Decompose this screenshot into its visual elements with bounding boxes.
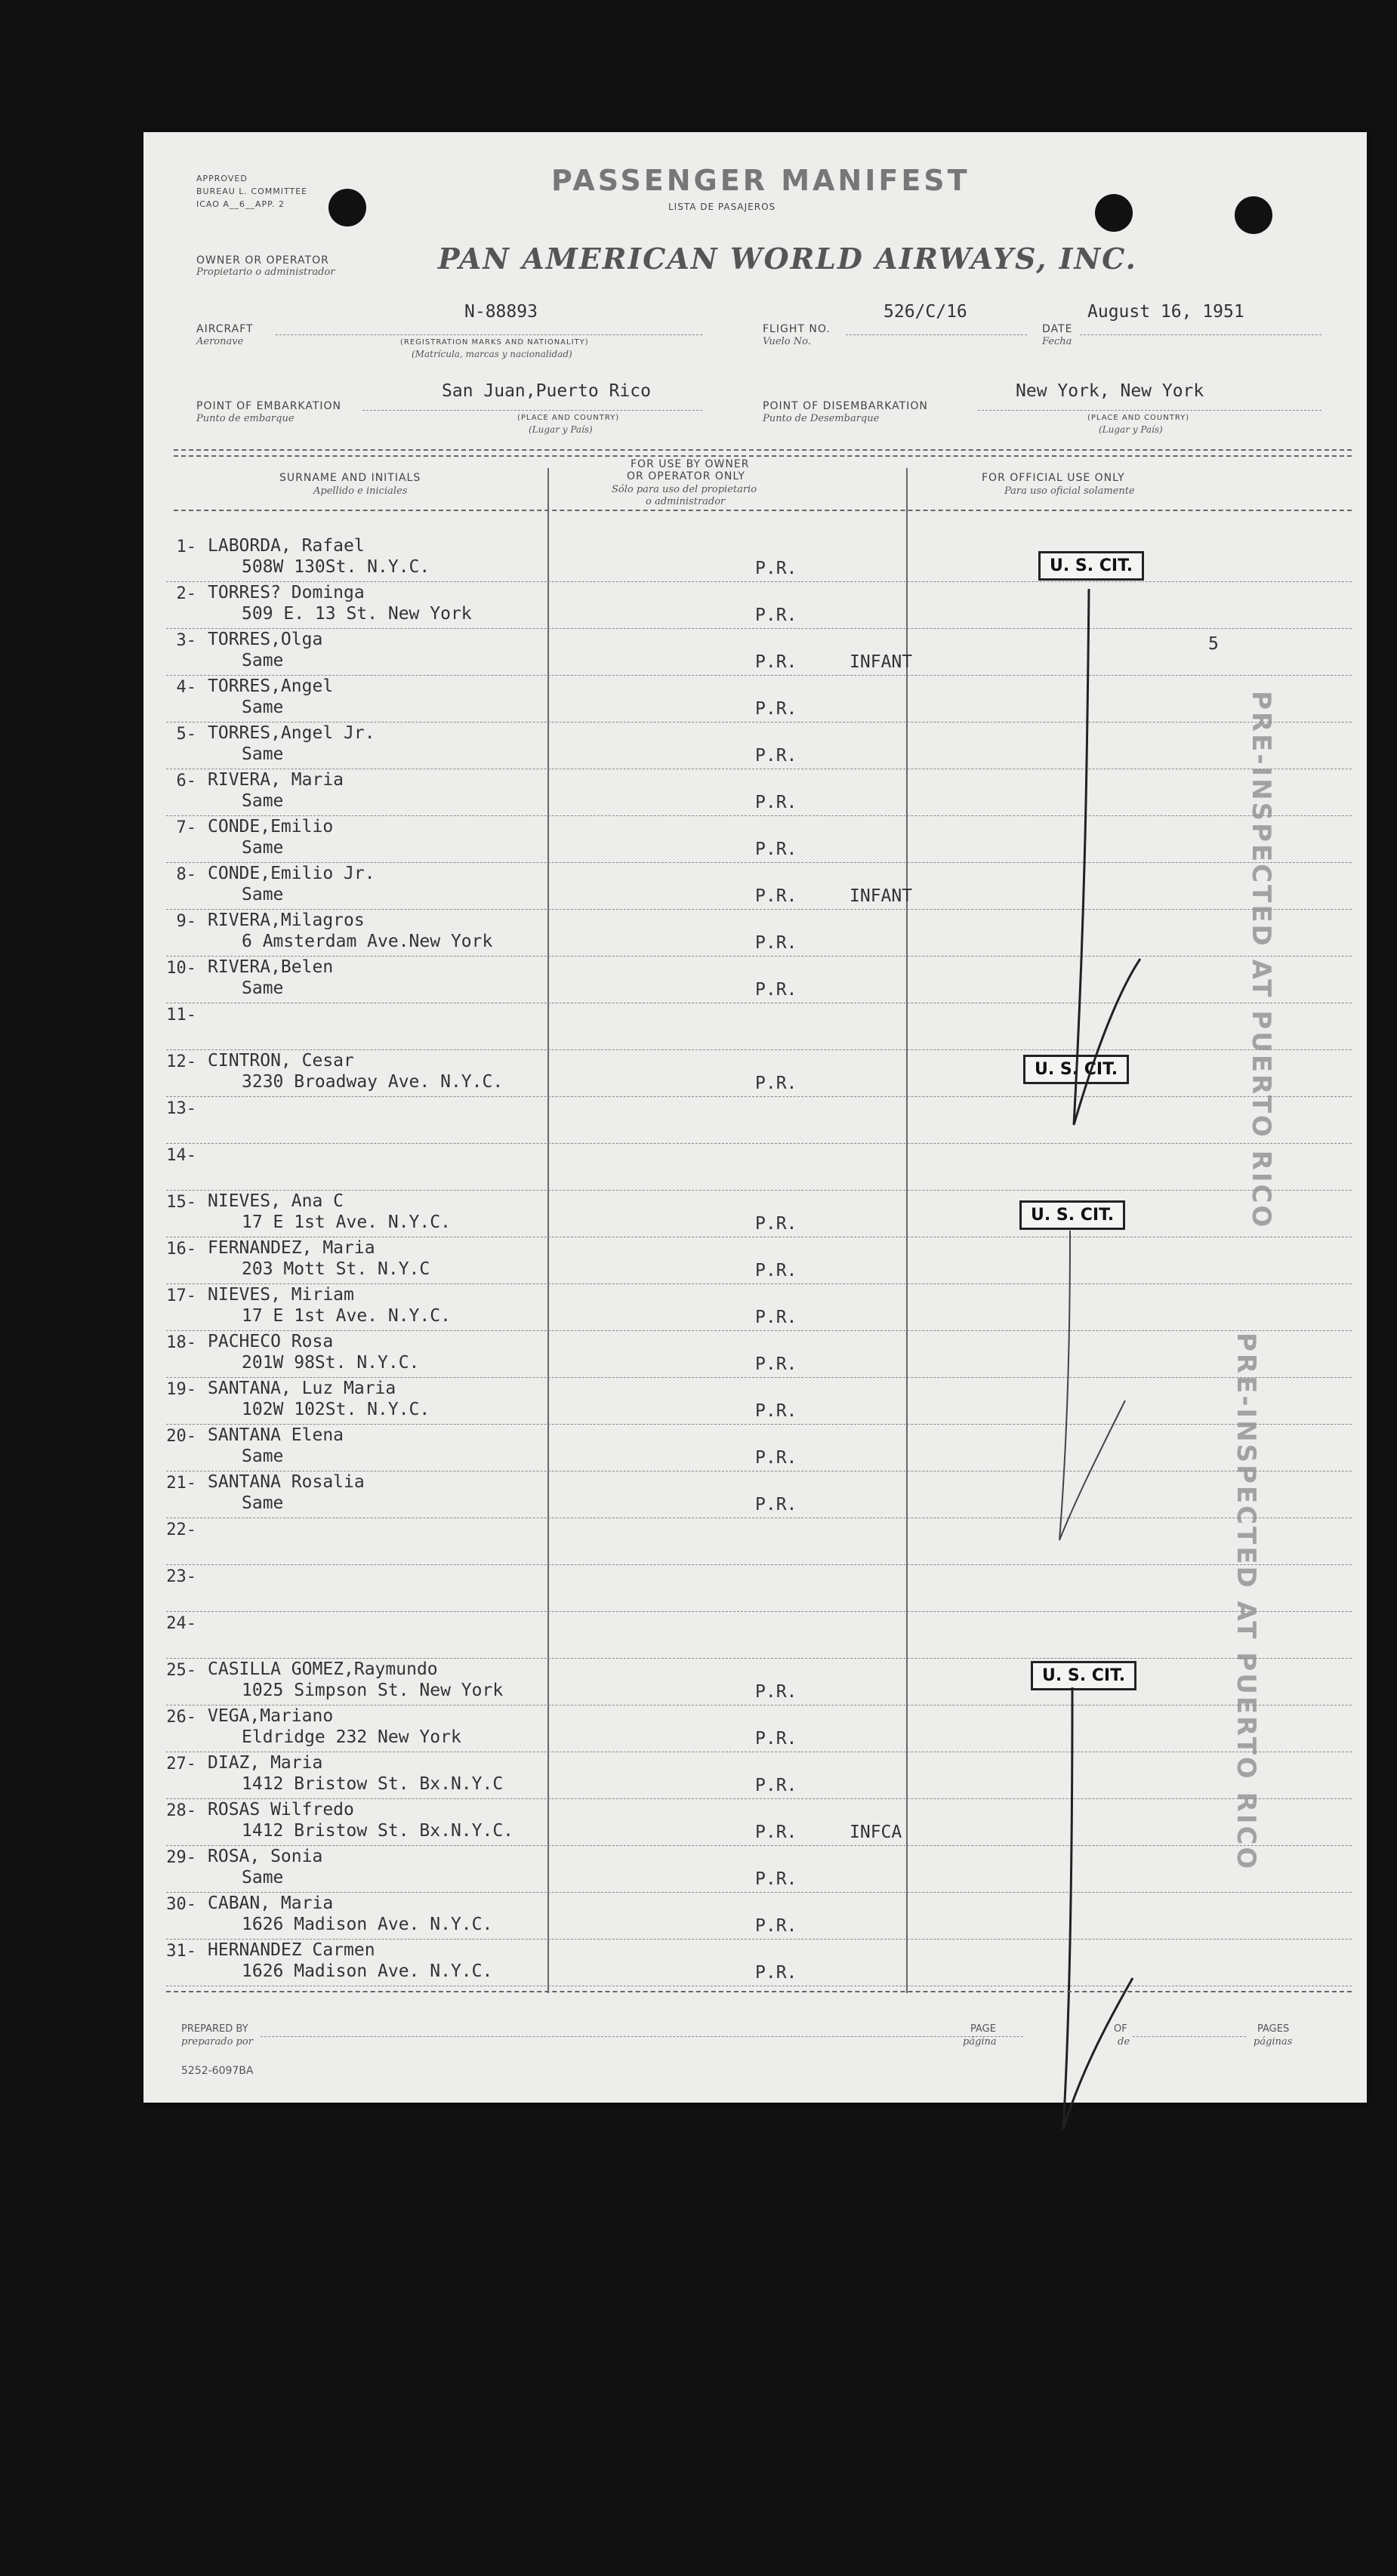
- of-label-es: de: [1118, 2036, 1130, 2048]
- owner-code: P.R.: [755, 886, 797, 906]
- passenger-address: Same: [242, 978, 284, 998]
- owner-code: P.R.: [755, 652, 797, 672]
- col-surname-header: SURNAME AND INITIALS: [279, 472, 421, 484]
- disembark-label: POINT OF DISEMBARKATION: [763, 400, 928, 412]
- passenger-address: 1412 Bristow St. Bx.N.Y.C: [242, 1774, 504, 1794]
- row-divider: [166, 1658, 1352, 1659]
- col-official-header: FOR OFFICIAL USE ONLY: [982, 472, 1125, 484]
- row-number: 8-: [176, 865, 196, 884]
- passenger-address: 1025 Simpson St. New York: [242, 1681, 504, 1700]
- row-number: 27-: [166, 1755, 196, 1773]
- approved-line: ICAO A__6__APP. 2: [196, 199, 285, 209]
- prepared-label: PREPARED BY: [181, 2023, 248, 2035]
- embark-label: POINT OF EMBARKATION: [196, 400, 342, 412]
- pre-inspected-stamp: PRE-INSPECTED AT PUERTO RICO: [1231, 1333, 1261, 1872]
- owner-code: P.R.: [755, 1308, 797, 1327]
- col-owner-header: OR OPERATOR ONLY: [627, 470, 745, 482]
- row-divider: [166, 1845, 1352, 1846]
- pre-inspected-stamp: PRE-INSPECTED AT PUERTO RICO: [1246, 691, 1276, 1230]
- passenger-address: Same: [242, 1868, 284, 1887]
- table-row: [143, 1238, 1367, 1285]
- row-divider: [166, 1330, 1352, 1331]
- passenger-name: TORRES? Dominga: [208, 583, 365, 602]
- embark-note: (PLACE AND COUNTRY): [517, 414, 620, 422]
- owner-code: P.R.: [755, 1074, 797, 1093]
- owner-code: P.R.: [755, 1495, 797, 1514]
- aircraft-label: AIRCRAFT: [196, 323, 254, 335]
- table-row: [143, 583, 1367, 630]
- table-row: [143, 1285, 1367, 1332]
- passenger-address: 508W 130St. N.Y.C.: [242, 557, 430, 577]
- row-number: 9-: [176, 912, 196, 931]
- check-mark-icon: [1053, 1227, 1136, 1544]
- table-row: [143, 1519, 1367, 1566]
- flight-label-es: Vuelo No.: [763, 336, 811, 347]
- row-divider: [166, 815, 1352, 816]
- owner-code: P.R.: [755, 1354, 797, 1374]
- owner-code: P.R.: [755, 1776, 797, 1795]
- owner-note: INFANT: [850, 652, 913, 672]
- punch-hole: [1095, 194, 1133, 232]
- check-mark-icon: [1065, 585, 1148, 1129]
- row-number: 11-: [166, 1006, 196, 1025]
- passenger-address: Same: [242, 651, 284, 670]
- row-number: 23-: [166, 1567, 196, 1586]
- owner-code: P.R.: [755, 1214, 797, 1234]
- passenger-name: CASILLA GOMEZ,Raymundo: [208, 1659, 438, 1679]
- aircraft-value: N-88893: [464, 302, 538, 322]
- owner-code: P.R.: [755, 1682, 797, 1702]
- registration-note: (REGISTRATION MARKS AND NATIONALITY): [400, 338, 589, 347]
- us-cit-stamp: U. S. CIT.: [1023, 1055, 1129, 1084]
- table-row: [143, 770, 1367, 817]
- embark-label-es: Punto de embarque: [196, 413, 295, 424]
- row-number: 18-: [166, 1333, 196, 1352]
- owner-code: P.R.: [755, 933, 797, 953]
- table-row: [143, 1847, 1367, 1893]
- owner-code: P.R.: [755, 1448, 797, 1468]
- row-divider: [166, 722, 1352, 723]
- row-number: 24-: [166, 1614, 196, 1633]
- owner-code: P.R.: [755, 559, 797, 578]
- row-number: 7-: [176, 818, 196, 837]
- table-row: [143, 1566, 1367, 1613]
- owner-code: P.R.: [755, 605, 797, 625]
- table-row: [143, 864, 1367, 911]
- row-number: 22-: [166, 1521, 196, 1539]
- row-number: 28-: [166, 1801, 196, 1820]
- owner-code: P.R.: [755, 1823, 797, 1842]
- passenger-address: Eldridge 232 New York: [242, 1727, 461, 1747]
- row-divider: [166, 1611, 1352, 1612]
- passenger-address: Same: [242, 698, 284, 717]
- approved-line: APPROVED: [196, 174, 248, 183]
- row-divider: [166, 1190, 1352, 1191]
- table-row: [143, 536, 1367, 583]
- owner-label-es: Propietario o administrador: [196, 267, 335, 278]
- row-divider: [166, 1143, 1352, 1144]
- pages-underline: [1133, 2036, 1246, 2037]
- owner-code: P.R.: [755, 1401, 797, 1421]
- row-divider: [166, 1939, 1352, 1940]
- manifest-sheet: [143, 132, 1367, 2103]
- passenger-address: 17 E 1st Ave. N.Y.C.: [242, 1306, 451, 1326]
- header-separator: [174, 449, 1352, 451]
- passenger-address: 1412 Bristow St. Bx.N.Y.C.: [242, 1821, 514, 1841]
- disembark-note-es: (Lugar y País): [1099, 424, 1163, 435]
- row-divider: [166, 1283, 1352, 1284]
- company-name: PAN AMERICAN WORLD AIRWAYS, INC.: [438, 242, 1137, 276]
- page-label: PAGE: [970, 2023, 996, 2035]
- table-row: [143, 1191, 1367, 1238]
- us-cit-stamp: U. S. CIT.: [1019, 1200, 1125, 1230]
- passenger-name: HERNANDEZ Carmen: [208, 1940, 375, 1960]
- passenger-name: RIVERA, Maria: [208, 770, 344, 790]
- passenger-name: VEGA,Mariano: [208, 1706, 334, 1726]
- row-divider: [166, 1798, 1352, 1799]
- row-number: 31-: [166, 1942, 196, 1961]
- punch-hole: [1235, 196, 1272, 234]
- table-row: [143, 1613, 1367, 1659]
- table-row: [143, 1472, 1367, 1519]
- passenger-address: Same: [242, 838, 284, 858]
- row-divider: [166, 1096, 1352, 1097]
- table-row: [143, 723, 1367, 770]
- embark-value: San Juan,Puerto Rico: [442, 381, 651, 401]
- pages-label: PAGES: [1257, 2023, 1290, 2035]
- row-number: 3-: [176, 631, 196, 650]
- table-row: [143, 1706, 1367, 1753]
- passenger-address: 102W 102St. N.Y.C.: [242, 1400, 430, 1419]
- table-row: [143, 1425, 1367, 1472]
- footer-separator: [166, 1991, 1352, 1992]
- passenger-address: 1626 Madison Ave. N.Y.C.: [242, 1961, 493, 1981]
- column-header-line: [174, 510, 1352, 511]
- table-row: [143, 1800, 1367, 1847]
- row-divider: [166, 1049, 1352, 1050]
- passenger-address: 6 Amsterdam Ave.New York: [242, 932, 493, 951]
- row-divider: [166, 956, 1352, 957]
- row-divider: [166, 862, 1352, 863]
- row-divider: [166, 1377, 1352, 1378]
- passenger-address: 1626 Madison Ave. N.Y.C.: [242, 1915, 493, 1934]
- row-number: 10-: [166, 959, 196, 978]
- table-row: [143, 1145, 1367, 1191]
- approved-line: BUREAU L. COMMITTEE: [196, 186, 308, 196]
- passenger-name: TORRES,Angel: [208, 676, 334, 696]
- row-divider: [166, 1564, 1352, 1565]
- row-number: 13-: [166, 1099, 196, 1118]
- row-number: 6-: [176, 772, 196, 790]
- passenger-name: CABAN, Maria: [208, 1893, 334, 1913]
- row-number: 16-: [166, 1240, 196, 1259]
- col-owner-header: FOR USE BY OWNER: [631, 458, 750, 470]
- disembark-note: (PLACE AND COUNTRY): [1087, 414, 1190, 422]
- passenger-address: Same: [242, 1447, 284, 1466]
- table-row: [143, 1659, 1367, 1706]
- passenger-address: Same: [242, 744, 284, 764]
- passenger-name: FERNANDEZ, Maria: [208, 1238, 375, 1258]
- table-row: [143, 1753, 1367, 1800]
- date-underline: [1080, 334, 1321, 335]
- owner-note: INFANT: [850, 886, 913, 906]
- row-number: 17-: [166, 1286, 196, 1305]
- punch-hole: [328, 189, 366, 226]
- table-row: [143, 817, 1367, 864]
- table-row: [143, 676, 1367, 723]
- passenger-address: Same: [242, 1493, 284, 1513]
- date-label-es: Fecha: [1042, 336, 1072, 347]
- of-label: OF: [1114, 2023, 1127, 2035]
- row-number: 20-: [166, 1427, 196, 1446]
- row-divider: [166, 1892, 1352, 1893]
- owner-code: P.R.: [755, 1916, 797, 1936]
- us-cit-stamp: U. S. CIT.: [1038, 551, 1144, 581]
- passenger-name: NIEVES, Miriam: [208, 1285, 354, 1305]
- row-divider: [166, 675, 1352, 676]
- flight-underline: [846, 334, 1027, 335]
- passenger-name: ROSAS Wilfredo: [208, 1800, 354, 1820]
- table-row: [143, 911, 1367, 957]
- disembark-label-es: Punto de Desembarque: [763, 413, 880, 424]
- table-row: [143, 1098, 1367, 1145]
- passenger-name: SANTANA Elena: [208, 1425, 344, 1445]
- row-number: 12-: [166, 1052, 196, 1071]
- passenger-address: 17 E 1st Ave. N.Y.C.: [242, 1213, 451, 1232]
- table-row: [143, 1940, 1367, 1987]
- row-number: 2-: [176, 584, 196, 603]
- table-row: [143, 1379, 1367, 1425]
- passenger-name: LABORDA, Rafael: [208, 536, 365, 556]
- row-divider: [166, 581, 1352, 582]
- form-number: 5252-6097BA: [181, 2065, 254, 2077]
- owner-code: P.R.: [755, 699, 797, 719]
- passenger-name: ROSA, Sonia: [208, 1847, 323, 1866]
- check-mark-icon: [1057, 1684, 1140, 2137]
- passenger-name: TORRES,Angel Jr.: [208, 723, 375, 743]
- col-surname-header-es: Apellido e iniciales: [313, 485, 408, 497]
- form-title: PASSENGER MANIFEST: [551, 164, 970, 197]
- aircraft-label-es: Aeronave: [196, 336, 244, 347]
- us-cit-stamp: U. S. CIT.: [1031, 1661, 1136, 1690]
- row-divider: [166, 1424, 1352, 1425]
- embark-underline: [362, 410, 702, 411]
- passenger-name: CONDE,Emilio Jr.: [208, 864, 375, 883]
- owner-note: INFCA: [850, 1823, 902, 1842]
- owner-label: OWNER OR OPERATOR: [196, 254, 329, 267]
- table-row: [143, 1051, 1367, 1098]
- registration-note-es: (Matrícula, marcas y nacionalidad): [412, 349, 572, 359]
- passenger-name: DIAZ, Maria: [208, 1753, 323, 1773]
- owner-code: P.R.: [755, 1869, 797, 1889]
- pages-label-es: páginas: [1254, 2036, 1293, 2048]
- passenger-address: 3230 Broadway Ave. N.Y.C.: [242, 1072, 504, 1092]
- passenger-name: RIVERA,Belen: [208, 957, 334, 977]
- date-label: DATE: [1042, 323, 1073, 335]
- passenger-name: NIEVES, Ana C: [208, 1191, 344, 1211]
- passenger-name: RIVERA,Milagros: [208, 911, 365, 930]
- passenger-name: SANTANA, Luz Maria: [208, 1379, 396, 1398]
- prepared-label-es: preparado por: [181, 2036, 253, 2048]
- passenger-name: TORRES,Olga: [208, 630, 323, 649]
- embark-note-es: (Lugar y País): [529, 424, 593, 435]
- passenger-name: PACHECO Rosa: [208, 1332, 334, 1351]
- row-number: 30-: [166, 1895, 196, 1914]
- flight-value: 526/C/16: [884, 302, 967, 322]
- table-row: [143, 1004, 1367, 1051]
- row-number: 5-: [176, 725, 196, 744]
- table-row: [143, 630, 1367, 676]
- owner-code: P.R.: [755, 1729, 797, 1749]
- owner-code: P.R.: [755, 1963, 797, 1983]
- owner-code: P.R.: [755, 980, 797, 1000]
- form-title-es: LISTA DE PASAJEROS: [668, 202, 776, 212]
- row-number: 21-: [166, 1474, 196, 1493]
- row-divider: [166, 1705, 1352, 1706]
- table-row: [143, 1893, 1367, 1940]
- col-owner-header-es: Sólo para uso del propietario: [612, 484, 757, 495]
- date-value: August 16, 1951: [1087, 302, 1244, 322]
- owner-code: P.R.: [755, 746, 797, 766]
- page-label-es: página: [963, 2036, 997, 2048]
- col-official-header-es: Para uso oficial solamente: [1004, 485, 1135, 497]
- row-number: 1-: [176, 538, 196, 556]
- passenger-address: 203 Mott St. N.Y.C: [242, 1259, 430, 1279]
- row-number: 25-: [166, 1661, 196, 1680]
- header-separator: [174, 455, 1352, 457]
- owner-code: P.R.: [755, 840, 797, 859]
- row-divider: [166, 628, 1352, 629]
- col-owner-header-es: o administrador: [646, 496, 726, 507]
- table-row: [143, 957, 1367, 1004]
- row-divider: [166, 909, 1352, 910]
- passenger-address: Same: [242, 791, 284, 811]
- passenger-name: CONDE,Emilio: [208, 817, 334, 837]
- row-number: 26-: [166, 1708, 196, 1727]
- margin-mark: 5: [1208, 634, 1219, 654]
- row-number: 29-: [166, 1848, 196, 1867]
- prepared-underline: [261, 2036, 1023, 2037]
- row-number: 15-: [166, 1193, 196, 1212]
- flight-label: FLIGHT NO.: [763, 323, 831, 335]
- owner-code: P.R.: [755, 1261, 797, 1280]
- table-row: [143, 1332, 1367, 1379]
- owner-code: P.R.: [755, 793, 797, 812]
- disembark-underline: [978, 410, 1321, 411]
- row-number: 4-: [176, 678, 196, 697]
- passenger-name: SANTANA Rosalia: [208, 1472, 365, 1492]
- passenger-name: CINTRON, Cesar: [208, 1051, 354, 1071]
- aircraft-underline: [276, 334, 702, 335]
- passenger-address: Same: [242, 885, 284, 904]
- disembark-value: New York, New York: [1016, 381, 1204, 401]
- passenger-address: 509 E. 13 St. New York: [242, 604, 472, 624]
- row-number: 14-: [166, 1146, 196, 1165]
- row-number: 19-: [166, 1380, 196, 1399]
- passenger-address: 201W 98St. N.Y.C.: [242, 1353, 420, 1373]
